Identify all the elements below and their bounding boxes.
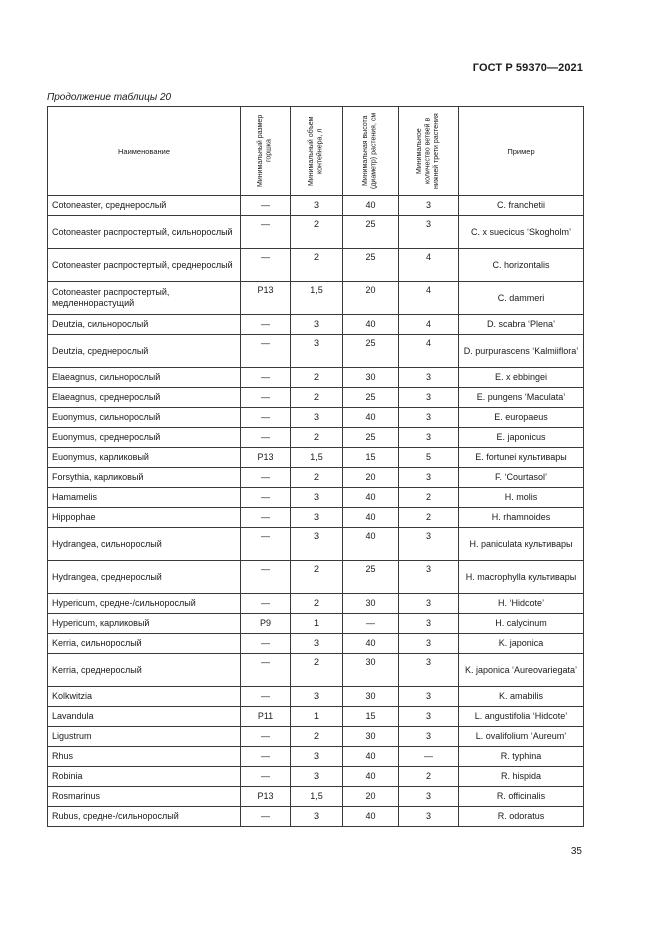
cell-branch-count: 3	[399, 388, 459, 408]
cell-branch-count: 3	[399, 687, 459, 707]
cell-branch-count: 3	[399, 727, 459, 747]
cell-container-volume: 3	[291, 807, 343, 827]
cell-name: Euonymus, сильнорослый	[48, 408, 241, 428]
cell-name: Deutzia, сильнорослый	[48, 315, 241, 335]
cell-branch-count: —	[399, 747, 459, 767]
cell-pot-size: —	[241, 216, 291, 249]
cell-example: H. ‘Hidcote’	[459, 594, 584, 614]
cell-container-volume: 2	[291, 428, 343, 448]
cell-example: H. rhamnoides	[459, 508, 584, 528]
cell-example: D. scabra ‘Plena’	[459, 315, 584, 335]
cell-pot-size: —	[241, 428, 291, 448]
cell-pot-size: —	[241, 408, 291, 428]
cell-pot-size: —	[241, 388, 291, 408]
cell-branch-count: 4	[399, 315, 459, 335]
cell-name: Cotoneaster, среднерослый	[48, 196, 241, 216]
cell-container-volume: 2	[291, 216, 343, 249]
cell-plant-height: 30	[343, 368, 399, 388]
cell-branch-count: 3	[399, 428, 459, 448]
cell-branch-count: 4	[399, 249, 459, 282]
cell-container-volume: 1,5	[291, 282, 343, 315]
table-row	[48, 388, 584, 408]
cell-container-volume: 2	[291, 654, 343, 687]
column-header-branch-count: Минимальное количество ветвей в нижней трети растения	[399, 107, 459, 196]
cell-example: K. japonica ‘Aureovariegata’	[459, 654, 584, 687]
cell-example: K. amabilis	[459, 687, 584, 707]
table-row	[48, 428, 584, 448]
table-row	[48, 767, 584, 787]
cell-pot-size: —	[241, 561, 291, 594]
table-row	[48, 787, 584, 807]
cell-example: L. ovalifolium ‘Aureum’	[459, 727, 584, 747]
cell-pot-size: P11	[241, 707, 291, 727]
table-header-row	[48, 107, 584, 196]
cell-pot-size: —	[241, 654, 291, 687]
cell-example: R. typhina	[459, 747, 584, 767]
cell-example: E. fortunei культивары	[459, 448, 584, 468]
cell-pot-size: P9	[241, 614, 291, 634]
cell-plant-height: 40	[343, 408, 399, 428]
cell-example: C. franchetii	[459, 196, 584, 216]
table-row	[48, 488, 584, 508]
column-header-name: Наименование	[48, 107, 241, 196]
cell-name: Kolkwitzia	[48, 687, 241, 707]
cell-plant-height: —	[343, 614, 399, 634]
cell-branch-count: 2	[399, 488, 459, 508]
cell-container-volume: 3	[291, 687, 343, 707]
cell-name: Hippophae	[48, 508, 241, 528]
cell-example: F. ‘Courtasol’	[459, 468, 584, 488]
cell-container-volume: 2	[291, 368, 343, 388]
cell-name: Hamamelis	[48, 488, 241, 508]
cell-pot-size: —	[241, 508, 291, 528]
table-row	[48, 282, 584, 315]
cell-pot-size: —	[241, 747, 291, 767]
cell-plant-height: 40	[343, 634, 399, 654]
cell-example: H. calycinum	[459, 614, 584, 634]
table-row	[48, 687, 584, 707]
cell-container-volume: 3	[291, 528, 343, 561]
cell-branch-count: 5	[399, 448, 459, 468]
table-row	[48, 335, 584, 368]
cell-pot-size: P13	[241, 448, 291, 468]
cell-plant-height: 40	[343, 488, 399, 508]
cell-name: Elaeagnus, среднерослый	[48, 388, 241, 408]
cell-plant-height: 20	[343, 787, 399, 807]
cell-container-volume: 3	[291, 315, 343, 335]
cell-container-volume: 3	[291, 767, 343, 787]
cell-plant-height: 40	[343, 508, 399, 528]
table-row	[48, 594, 584, 614]
cell-example: H. macrophylla культивары	[459, 561, 584, 594]
cell-example: R. officinalis	[459, 787, 584, 807]
cell-name: Hydrangea, среднерослый	[48, 561, 241, 594]
cell-example: E. japonicus	[459, 428, 584, 448]
cell-name: Rosmarinus	[48, 787, 241, 807]
table-row	[48, 807, 584, 827]
cell-example: R. odoratus	[459, 807, 584, 827]
cell-branch-count: 3	[399, 528, 459, 561]
table-row	[48, 196, 584, 216]
cell-name: Cotoneaster распростертый, медленнорастущий	[48, 282, 241, 315]
table-row	[48, 249, 584, 282]
cell-name: Hypericum, карликовый	[48, 614, 241, 634]
cell-name: Lavandula	[48, 707, 241, 727]
cell-branch-count: 3	[399, 594, 459, 614]
document-code: ГОСТ Р 59370—2021	[472, 62, 583, 74]
cell-name: Hypericum, средне-/сильнорослый	[48, 594, 241, 614]
cell-name: Kerria, среднерослый	[48, 654, 241, 687]
table-row	[48, 508, 584, 528]
cell-example: C. x suecicus ‘Skogholm’	[459, 216, 584, 249]
table-row	[48, 614, 584, 634]
cell-container-volume: 3	[291, 335, 343, 368]
cell-name: Euonymus, среднерослый	[48, 428, 241, 448]
cell-branch-count: 3	[399, 196, 459, 216]
table-row	[48, 707, 584, 727]
cell-container-volume: 3	[291, 508, 343, 528]
cell-container-volume: 1	[291, 707, 343, 727]
plant-standards-table	[47, 106, 584, 827]
cell-container-volume: 2	[291, 249, 343, 282]
cell-name: Deutzia, среднерослый	[48, 335, 241, 368]
cell-name: Rhus	[48, 747, 241, 767]
cell-branch-count: 3	[399, 707, 459, 727]
cell-branch-count: 3	[399, 787, 459, 807]
cell-plant-height: 25	[343, 216, 399, 249]
cell-name: Cotoneaster распростертый, среднерослый	[48, 249, 241, 282]
cell-plant-height: 25	[343, 428, 399, 448]
cell-plant-height: 30	[343, 654, 399, 687]
table-row	[48, 561, 584, 594]
cell-container-volume: 2	[291, 594, 343, 614]
cell-container-volume: 2	[291, 388, 343, 408]
cell-container-volume: 3	[291, 488, 343, 508]
page-number: 35	[570, 846, 582, 857]
cell-example: H. molis	[459, 488, 584, 508]
cell-plant-height: 30	[343, 727, 399, 747]
cell-plant-height: 40	[343, 767, 399, 787]
cell-plant-height: 25	[343, 388, 399, 408]
cell-name: Rubus, средне-/сильнорослый	[48, 807, 241, 827]
cell-name: Hydrangea, сильнорослый	[48, 528, 241, 561]
cell-pot-size: —	[241, 807, 291, 827]
cell-branch-count: 3	[399, 368, 459, 388]
cell-branch-count: 2	[399, 767, 459, 787]
cell-branch-count: 3	[399, 614, 459, 634]
cell-name: Euonymus, карликовый	[48, 448, 241, 468]
cell-plant-height: 20	[343, 468, 399, 488]
cell-example: K. japonica	[459, 634, 584, 654]
cell-container-volume: 1	[291, 614, 343, 634]
cell-example: E. x ebbingei	[459, 368, 584, 388]
cell-branch-count: 4	[399, 282, 459, 315]
cell-pot-size: —	[241, 368, 291, 388]
cell-pot-size: —	[241, 468, 291, 488]
cell-pot-size: —	[241, 687, 291, 707]
cell-branch-count: 3	[399, 408, 459, 428]
cell-pot-size: —	[241, 335, 291, 368]
cell-plant-height: 20	[343, 282, 399, 315]
cell-example: R. hispida	[459, 767, 584, 787]
cell-pot-size: —	[241, 196, 291, 216]
table-row	[48, 727, 584, 747]
cell-container-volume: 3	[291, 634, 343, 654]
table-row	[48, 315, 584, 335]
cell-name: Cotoneaster распростертый, сильнорослый	[48, 216, 241, 249]
cell-branch-count: 4	[399, 335, 459, 368]
cell-pot-size: —	[241, 528, 291, 561]
column-header-pot-size: Минимальный размер горшка	[241, 107, 291, 196]
table-body	[48, 196, 584, 827]
cell-plant-height: 25	[343, 249, 399, 282]
cell-plant-height: 40	[343, 747, 399, 767]
table-row	[48, 634, 584, 654]
cell-branch-count: 3	[399, 216, 459, 249]
column-header-plant-height: Минимальная высота (диаметр) растения, см	[343, 107, 399, 196]
cell-name: Forsythia, карликовый	[48, 468, 241, 488]
table-row	[48, 368, 584, 388]
table-row	[48, 448, 584, 468]
cell-example: D. purpurascens ‘Kalmiiflora’	[459, 335, 584, 368]
cell-container-volume: 3	[291, 408, 343, 428]
cell-pot-size: —	[241, 594, 291, 614]
cell-plant-height: 40	[343, 315, 399, 335]
cell-plant-height: 30	[343, 594, 399, 614]
table-row	[48, 528, 584, 561]
cell-plant-height: 40	[343, 807, 399, 827]
cell-branch-count: 3	[399, 561, 459, 594]
cell-plant-height: 40	[343, 528, 399, 561]
cell-container-volume: 2	[291, 561, 343, 594]
column-header-container-volume: Минимальный объем контейнера, л	[291, 107, 343, 196]
table-row	[48, 408, 584, 428]
table-row	[48, 468, 584, 488]
cell-container-volume: 2	[291, 727, 343, 747]
cell-pot-size: P13	[241, 282, 291, 315]
cell-pot-size: —	[241, 249, 291, 282]
cell-name: Ligustrum	[48, 727, 241, 747]
cell-container-volume: 3	[291, 747, 343, 767]
cell-branch-count: 3	[399, 807, 459, 827]
cell-container-volume: 3	[291, 196, 343, 216]
cell-name: Elaeagnus, сильнорослый	[48, 368, 241, 388]
cell-plant-height: 25	[343, 561, 399, 594]
cell-example: E. europaeus	[459, 408, 584, 428]
cell-branch-count: 3	[399, 468, 459, 488]
cell-plant-height: 15	[343, 707, 399, 727]
table-continuation-label: Продолжение таблицы 20	[47, 92, 172, 103]
column-header-example: Пример	[459, 107, 584, 196]
cell-branch-count: 3	[399, 654, 459, 687]
cell-container-volume: 1,5	[291, 448, 343, 468]
cell-plant-height: 15	[343, 448, 399, 468]
cell-pot-size: —	[241, 634, 291, 654]
cell-pot-size: —	[241, 488, 291, 508]
table-row	[48, 216, 584, 249]
cell-pot-size: —	[241, 727, 291, 747]
cell-branch-count: 2	[399, 508, 459, 528]
table-row	[48, 654, 584, 687]
cell-container-volume: 2	[291, 468, 343, 488]
cell-plant-height: 30	[343, 687, 399, 707]
cell-name: Robinia	[48, 767, 241, 787]
cell-plant-height: 40	[343, 196, 399, 216]
cell-pot-size: —	[241, 315, 291, 335]
cell-example: L. angustifolia ‘Hidcote’	[459, 707, 584, 727]
cell-pot-size: P13	[241, 787, 291, 807]
cell-plant-height: 25	[343, 335, 399, 368]
cell-example: C. horizontalis	[459, 249, 584, 282]
cell-example: E. pungens ‘Maculata’	[459, 388, 584, 408]
cell-branch-count: 3	[399, 634, 459, 654]
cell-pot-size: —	[241, 767, 291, 787]
cell-example: C. dammeri	[459, 282, 584, 315]
cell-name: Kerria, сильнорослый	[48, 634, 241, 654]
table-row	[48, 747, 584, 767]
cell-example: H. paniculata культивары	[459, 528, 584, 561]
cell-container-volume: 1,5	[291, 787, 343, 807]
